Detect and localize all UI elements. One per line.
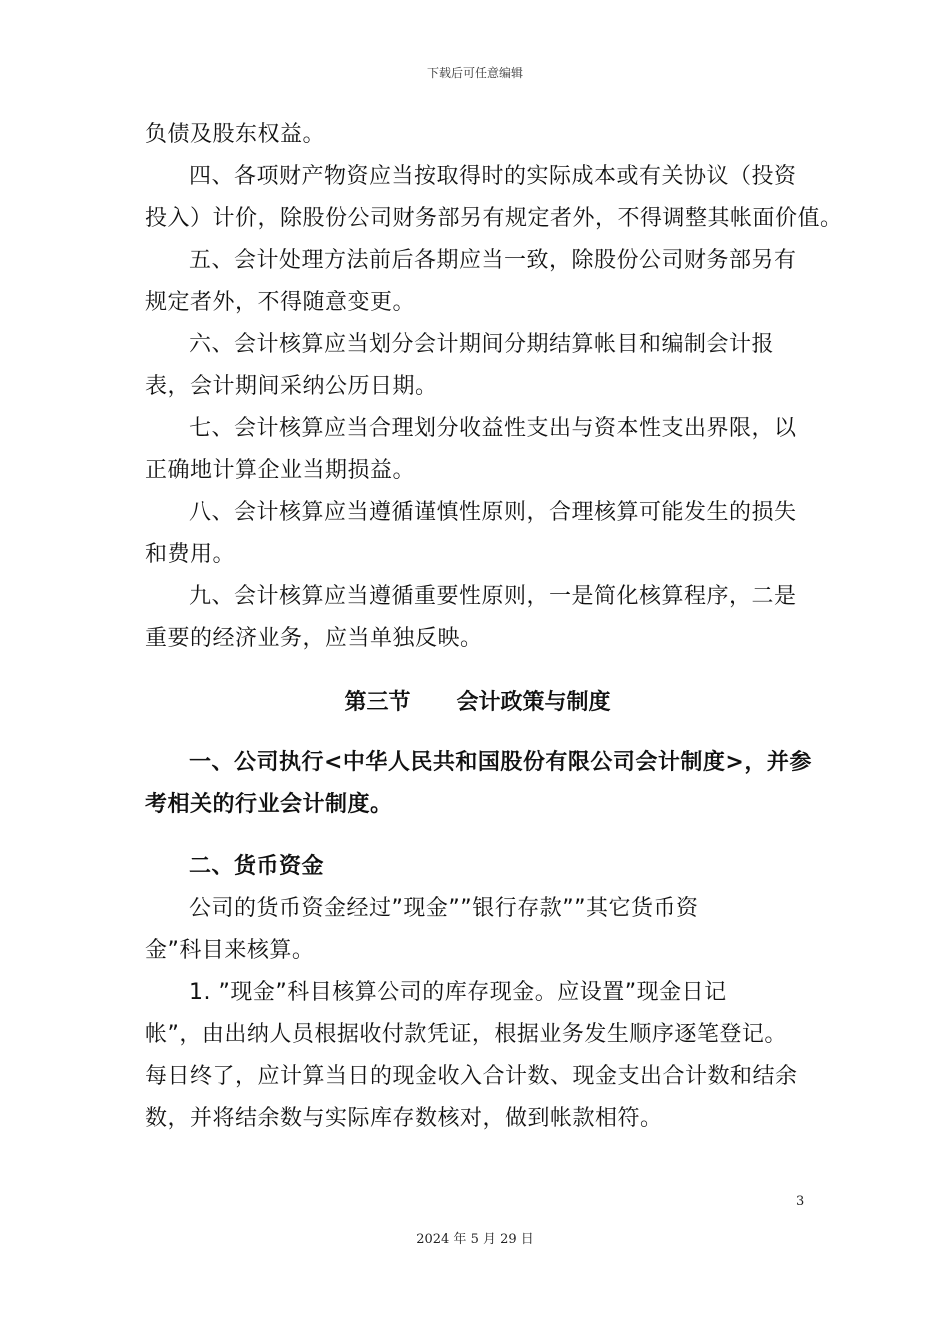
paragraph-line: 1. ”现金”科目核算公司的库存现金。应设置”现金日记 [189,980,727,1005]
paragraph-line: 重要的经济业务，应当单独反映。 [145,626,483,651]
paragraph-line: 数，并将结余数与实际库存数核对，做到帐款相符。 [145,1106,663,1131]
paragraph-line: 金”科目来核算。 [145,938,315,963]
paragraph-line: 四、各项财产物资应当按取得时的实际成本或有关协议（投资 [189,164,797,189]
paragraph-line: 正确地计算企业当期损益。 [145,458,416,483]
paragraph-line: 和费用。 [145,542,236,567]
subsection-heading: 二、货币资金 [189,854,325,879]
policy-item-line: 考相关的行业会计制度。 [145,792,393,817]
page-header: 下载后可任意编辑 [426,66,523,80]
document-body [145,114,843,1140]
section-title: 第三节 会计政策与制度 [344,690,611,715]
paragraph-line: 六、会计核算应当划分会计期间分期结算帐目和编制会计报 [189,332,775,357]
paragraph-line: 投入）计价，除股份公司财务部另有规定者外，不得调整其帐面价值。 [145,206,843,231]
paragraph-line: 五、会计处理方法前后各期应当一致，除股份公司财务部另有 [189,248,797,273]
paragraph-line: 表，会计期间采纳公历日期。 [145,374,438,399]
paragraph-line: 规定者外，不得随意变更。 [145,290,416,315]
paragraph-line: 八、会计核算应当遵循谨慎性原则，合理核算可能发生的损失 [189,500,797,525]
paragraph-line: 九、会计核算应当遵循重要性原则，一是简化核算程序，二是 [189,584,797,609]
paragraph-line: 七、会计核算应当合理划分收益性支出与资本性支出界限，以 [189,416,797,441]
page-number: 3 [796,1194,805,1209]
paragraph-line: 每日终了，应计算当日的现金收入合计数、现金支出合计数和结余 [145,1064,798,1089]
policy-item-line: 一、公司执行<中华人民共和国股份有限公司会计制度>，并参 [189,750,812,775]
footer-date: 2024 年 5 月 29 日 [416,1232,534,1247]
spacer [145,826,810,846]
paragraph-line: 帐”，由出纳人员根据收付款凭证，根据业务发生顺序逐笔登记。 [145,1022,787,1047]
paragraph-line: 负债及股东权益。 [145,122,326,147]
paragraph-line: 公司的货币资金经过”现金””银行存款””其它货币资 [189,896,699,921]
